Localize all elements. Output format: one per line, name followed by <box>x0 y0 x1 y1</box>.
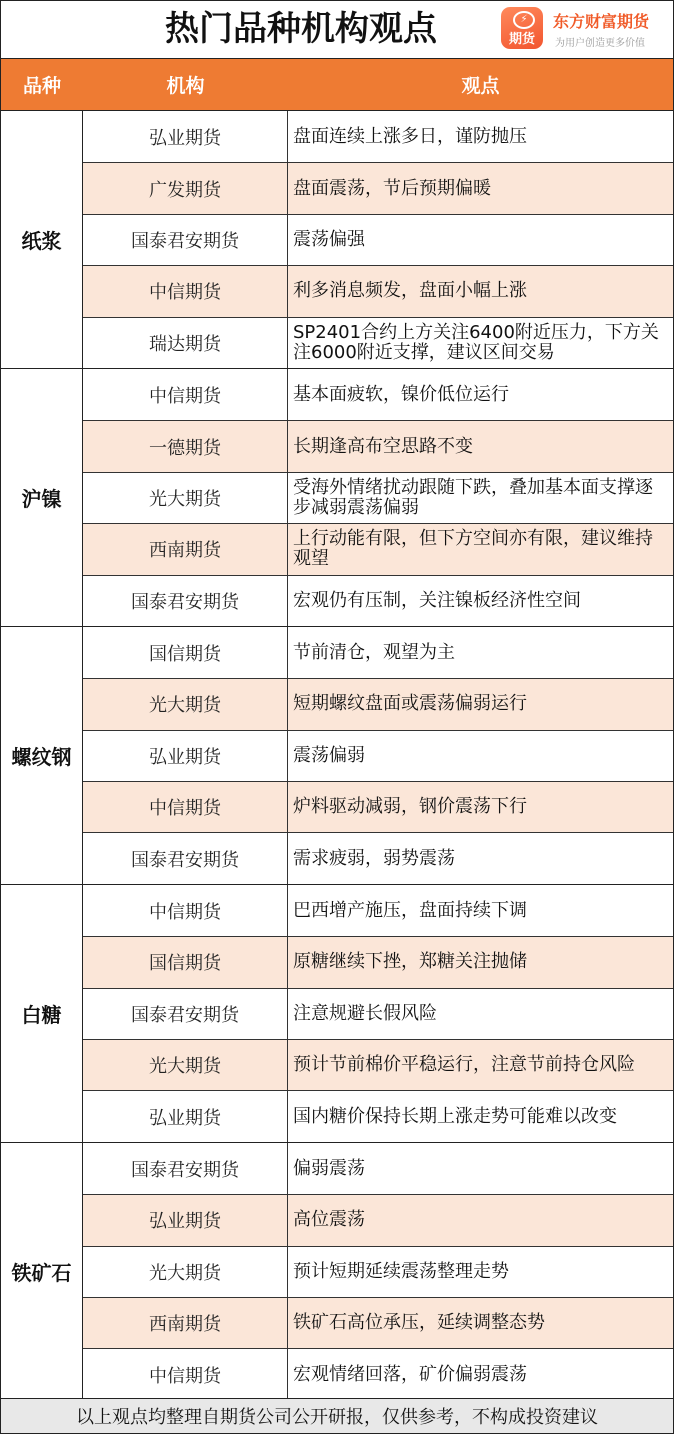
table-row <box>83 575 673 626</box>
table-row <box>83 885 673 936</box>
variety-group <box>1 368 673 626</box>
view-cell: SP2401合约上方关注6400附近压力，下方关注6000附近支撑，建议区间交易 <box>293 321 659 363</box>
institution-cell: 弘业期货 <box>83 731 288 781</box>
institution-cell: 光大期货 <box>83 1247 288 1297</box>
institution-cell: 中信期货 <box>83 782 288 832</box>
variety-rows <box>83 885 673 1142</box>
institution-cell: 光大期货 <box>83 1040 288 1090</box>
variety-rows <box>83 111 673 368</box>
view-cell: 预计节前棉价平稳运行，注意节前持仓风险 <box>293 1054 635 1076</box>
institution-cell: 中信期货 <box>83 1349 288 1399</box>
table-row <box>83 936 673 987</box>
view-cell: 震荡偏强 <box>293 228 365 250</box>
view-cell: 基本面疲软，镍价低位运行 <box>293 383 509 405</box>
variety-name: 铁矿石 <box>1 1143 83 1400</box>
table-row <box>83 111 673 162</box>
logo-badge <box>501 7 543 49</box>
institution-cell: 国信期货 <box>83 627 288 678</box>
page-title: 热门品种机构观点 <box>165 9 437 49</box>
view-cell: 盘面连续上涨多日，谨防抛压 <box>293 125 527 147</box>
view-cell: 高位震荡 <box>293 1209 365 1231</box>
view-cell: 预计短期延续震荡整理走势 <box>293 1260 509 1282</box>
logo-name: 东方财富期货 <box>553 12 650 31</box>
logo-badge-text: 期货 <box>508 32 535 47</box>
view-cell: 宏观情绪回落，矿价偏弱震荡 <box>293 1363 527 1385</box>
variety-name: 纸浆 <box>1 111 83 368</box>
table-row <box>83 781 673 832</box>
table-row <box>83 1194 673 1245</box>
table-body <box>1 110 673 1400</box>
logo-symbol-icon: ⚡ <box>513 11 535 29</box>
table-row <box>83 1143 673 1194</box>
institution-cell: 中信期货 <box>83 266 288 316</box>
view-cell: 注意规避长假风险 <box>293 1002 437 1024</box>
variety-rows <box>83 369 673 626</box>
header-institution: 机构 <box>166 75 205 97</box>
variety-group <box>1 110 673 368</box>
brand-logo <box>501 7 669 53</box>
table-row <box>83 369 673 420</box>
header-variety: 品种 <box>22 75 61 97</box>
variety-name: 沪镍 <box>1 369 83 626</box>
table-row <box>83 832 673 883</box>
table-row <box>83 214 673 265</box>
table-row <box>83 472 673 523</box>
institution-cell: 西南期货 <box>83 524 288 574</box>
table-row <box>83 162 673 213</box>
variety-rows <box>83 627 673 884</box>
view-cell: 震荡偏弱 <box>293 744 365 766</box>
institution-cell: 一德期货 <box>83 421 288 471</box>
view-cell: 巴西增产施压，盘面持续下调 <box>293 899 527 921</box>
institution-cell: 中信期货 <box>83 369 288 420</box>
table-row <box>83 1090 673 1141</box>
variety-group <box>1 1142 673 1400</box>
table-row <box>83 1246 673 1297</box>
table-row <box>83 420 673 471</box>
view-cell: 宏观仍有压制，关注镍板经济性空间 <box>293 589 581 611</box>
view-cell: 盘面震荡，节后预期偏暖 <box>293 177 491 199</box>
view-cell: 上行动能有限，但下方空间亦有限，建议维持观望 <box>293 528 653 570</box>
table-row <box>83 730 673 781</box>
view-cell: 铁矿石高位承压，延续调整态势 <box>293 1312 545 1334</box>
institution-cell: 光大期货 <box>83 679 288 729</box>
table-row <box>83 523 673 574</box>
table-row <box>83 317 673 368</box>
view-cell: 长期逢高布空思路不变 <box>293 435 473 457</box>
institution-cell: 瑞达期货 <box>83 318 288 368</box>
institution-cell: 国泰君安期货 <box>83 833 288 883</box>
table-row <box>83 1297 673 1348</box>
view-cell: 需求疲弱，弱势震荡 <box>293 847 455 869</box>
table-row <box>83 1039 673 1090</box>
institution-cell: 弘业期货 <box>83 1091 288 1141</box>
institution-cell: 国泰君安期货 <box>83 989 288 1039</box>
table-row <box>83 1348 673 1399</box>
title-bar <box>1 1 673 59</box>
variety-name: 白糖 <box>1 885 83 1142</box>
view-cell: 原糖继续下挫，郑糖关注抛储 <box>293 951 527 973</box>
institution-cell: 光大期货 <box>83 473 288 523</box>
view-cell: 国内糖价保持长期上涨走势可能难以改变 <box>293 1105 617 1127</box>
disclaimer-footer: 以上观点均整理自期货公司公开研报，仅供参考，不构成投资建议 <box>1 1398 673 1433</box>
view-cell: 偏弱震荡 <box>293 1157 365 1179</box>
institution-cell: 弘业期货 <box>83 1195 288 1245</box>
variety-group <box>1 884 673 1142</box>
table-row <box>83 627 673 678</box>
view-cell: 节前清仓，观望为主 <box>293 641 455 663</box>
institution-cell: 国泰君安期货 <box>83 215 288 265</box>
institution-cell: 国泰君安期货 <box>83 576 288 626</box>
table-row <box>83 678 673 729</box>
institution-cell: 中信期货 <box>83 885 288 936</box>
view-cell: 炉料驱动减弱，钢价震荡下行 <box>293 796 527 818</box>
table-header <box>1 59 673 110</box>
table-row <box>83 988 673 1039</box>
variety-group <box>1 626 673 884</box>
institution-cell: 国信期货 <box>83 937 288 987</box>
view-cell: 短期螺纹盘面或震荡偏弱运行 <box>293 693 527 715</box>
institution-cell: 国泰君安期货 <box>83 1143 288 1194</box>
view-cell: 受海外情绪扰动跟随下跌，叠加基本面支撑逐步减弱震荡偏弱 <box>293 476 653 518</box>
header-view: 观点 <box>461 75 500 97</box>
table-row <box>83 265 673 316</box>
variety-name: 螺纹钢 <box>1 627 83 884</box>
institution-cell: 广发期货 <box>83 163 288 213</box>
view-cell: 利多消息频发，盘面小幅上涨 <box>293 280 527 302</box>
institution-cell: 弘业期货 <box>83 111 288 162</box>
variety-rows <box>83 1143 673 1400</box>
logo-tagline: 为用户创造更多价值 <box>555 38 645 49</box>
institution-cell: 西南期货 <box>83 1298 288 1348</box>
